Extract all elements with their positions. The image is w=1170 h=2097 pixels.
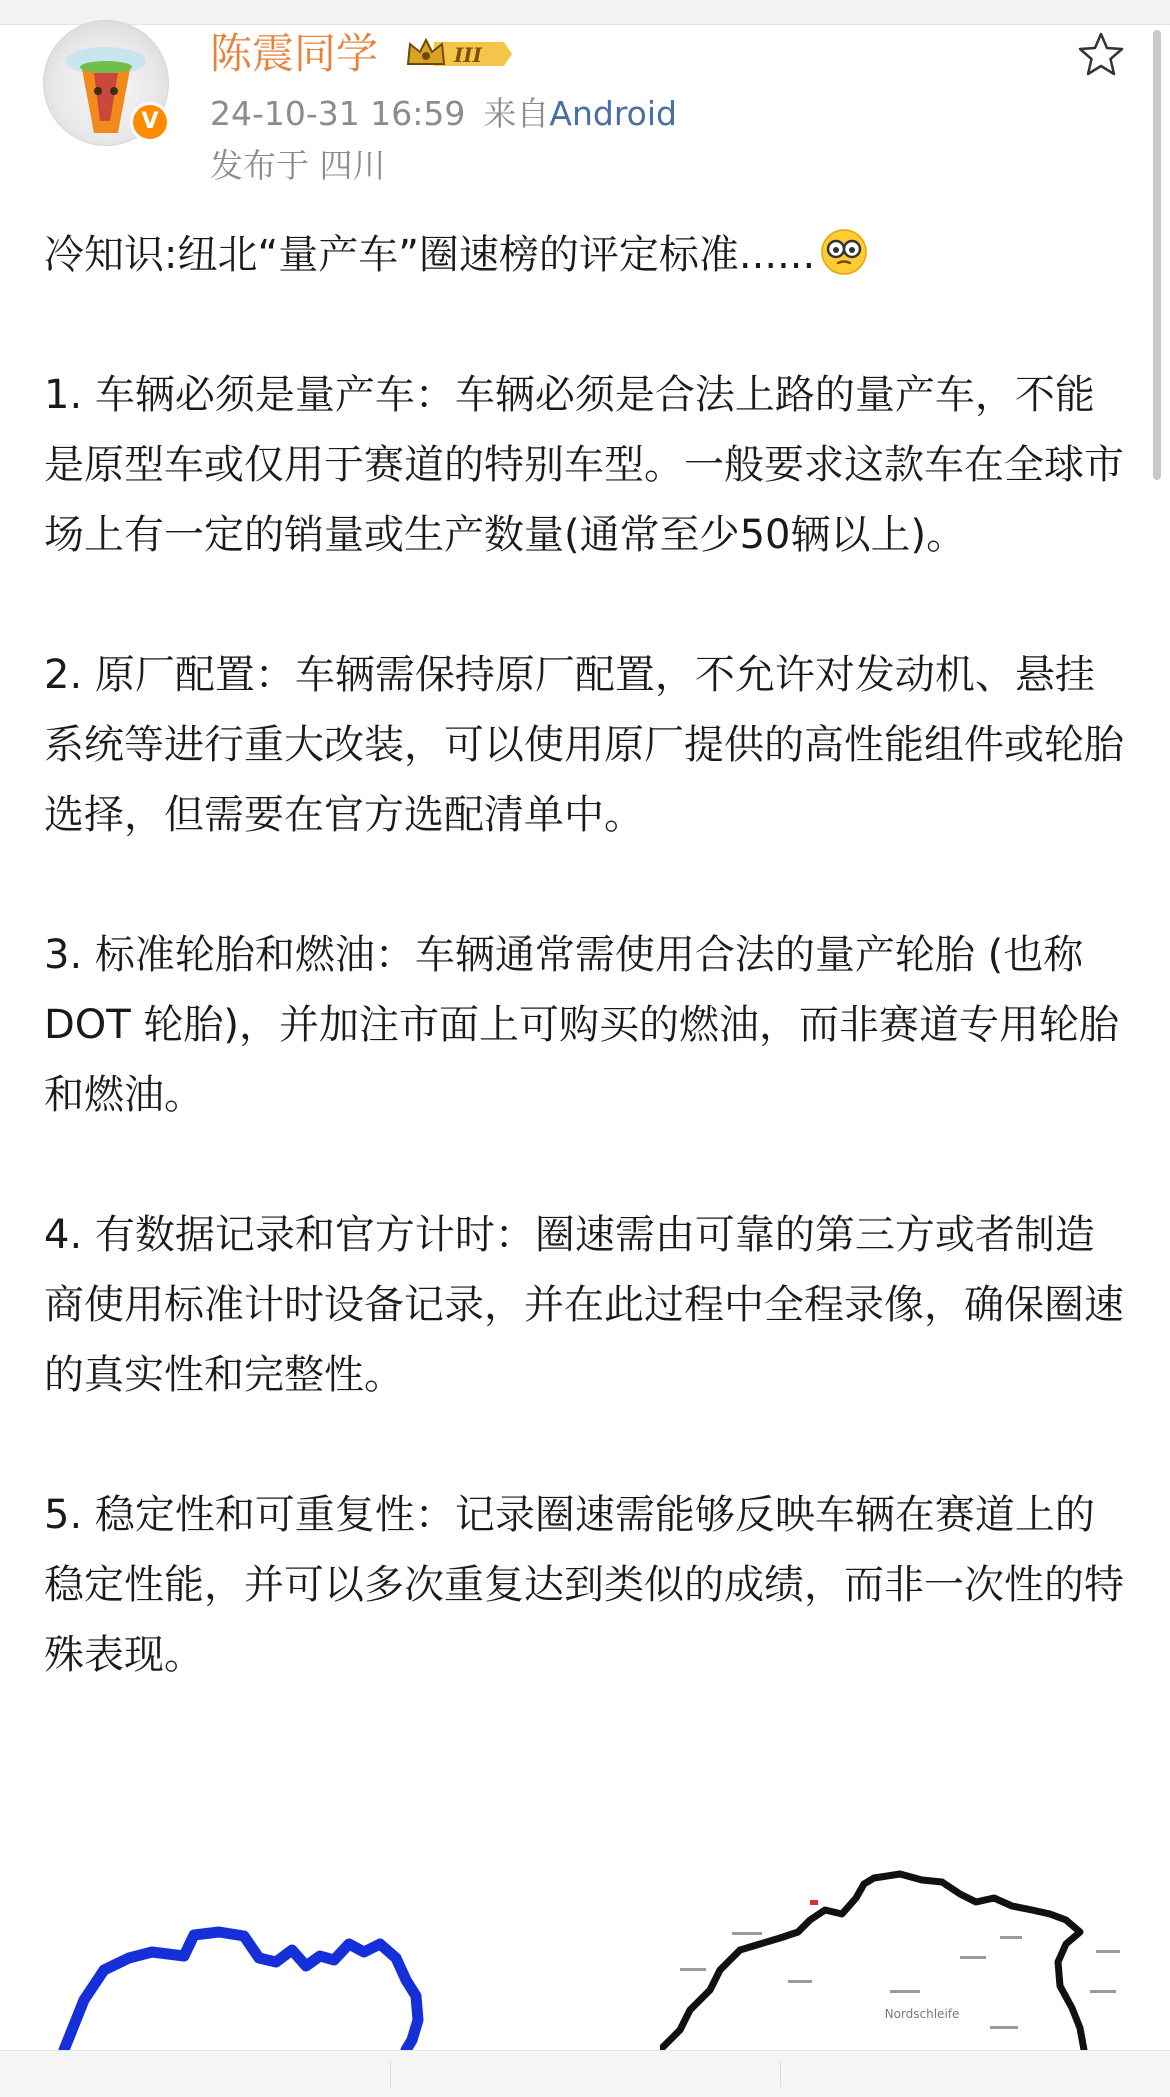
post-item-3: 3. 标准轮胎和燃油：车辆通常需使用合法的量产轮胎 (也称 DOT 轮胎)，并加注市面上可购买的燃油，而非赛道专用轮胎和燃油。 xyxy=(44,932,1120,1118)
favorite-button[interactable] xyxy=(1076,30,1126,80)
blue-track-map xyxy=(44,1840,584,2050)
post-images xyxy=(0,1840,1170,2050)
bottom-action-bar xyxy=(0,2050,1170,2097)
post-item-2: 2. 原厂配置：车辆需保持原厂配置，不允许对发动机、悬挂系统等进行重大改装，可以使用原厂提供的高性能组件或轮胎选择，但需要在官方选配清单中。 xyxy=(44,652,1124,838)
post-content xyxy=(44,220,1134,1690)
black-track-map xyxy=(660,1840,1130,2050)
post-item-4: 4. 有数据记录和官方计时：圈速需由可靠的第三方或者制造商使用标准计时设备记录，并在此过程中全程录像，确保圈速的真实性和完整性。 xyxy=(44,1212,1124,1398)
verified-badge-icon: V xyxy=(130,102,170,142)
vip-badge[interactable] xyxy=(404,34,514,74)
post-device[interactable]: Android xyxy=(549,94,677,133)
author-name[interactable]: 陈震同学 xyxy=(210,29,379,78)
scrollbar-thumb[interactable] xyxy=(1153,30,1161,480)
post-meta xyxy=(210,90,677,138)
post-title: 冷知识:纽北“量产车”圈速榜的评定标准...... xyxy=(44,232,816,278)
crown-vip-badge-icon xyxy=(404,34,514,74)
post-item-5: 5. 稳定性和可重复性：记录圈速需能够反映车辆在赛道上的稳定性能，并可以多次重复达到类似的成绩，而非一次性的特殊表现。 xyxy=(44,1492,1124,1678)
post-source-prefix: 来自 xyxy=(483,94,550,133)
action-separator xyxy=(780,2061,781,2087)
star-outline-icon xyxy=(1076,30,1126,80)
monocle-face-emoji xyxy=(819,227,869,277)
post-timestamp: 24-10-31 16:59 xyxy=(210,94,466,133)
post-location: 发布于 四川 xyxy=(210,146,386,185)
action-separator xyxy=(390,2061,391,2087)
top-status-strip xyxy=(0,0,1170,25)
vip-level-text: III xyxy=(453,43,483,67)
post-image-blue-track[interactable] xyxy=(44,1840,584,2050)
post-image-nordschleife-map[interactable] xyxy=(660,1840,1130,2050)
track-map-label: Nordschleife xyxy=(884,2007,960,2021)
post-item-1: 1. 车辆必须是量产车：车辆必须是合法上路的量产车，不能是原型车或仅用于赛道的特别车型。一般要求这款车在全球市场上有一定的销量或生产数量(通常至少50辆以上)。 xyxy=(44,372,1124,558)
post-title-line xyxy=(44,220,1134,290)
